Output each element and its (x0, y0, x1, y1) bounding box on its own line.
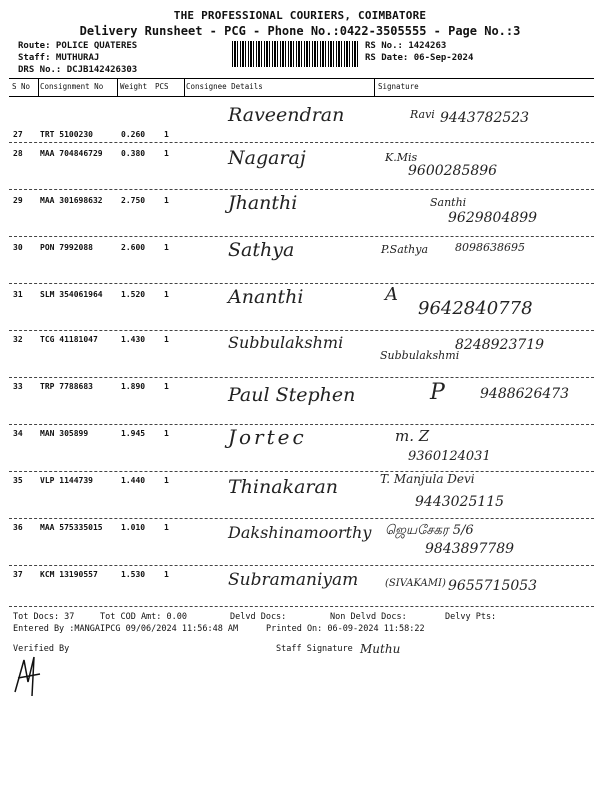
row-phone: 9443782523 (440, 110, 530, 126)
row-pcs: 1 (164, 523, 169, 532)
route-label: Route: POLICE QUATERES (18, 41, 138, 51)
row-consignee-name: Thinakaran (228, 476, 339, 498)
row-pcs: 1 (164, 196, 169, 205)
staff-signature-label: Staff Signature (276, 644, 353, 654)
row-signature: Ravi (410, 108, 435, 121)
col-separator (184, 78, 185, 97)
row-consignment: MAN 305899 (40, 429, 89, 438)
col-separator (38, 78, 39, 97)
row-pcs: 1 (164, 429, 169, 438)
row-signature: T. Manjula Devi (380, 472, 475, 486)
row-pcs: 1 (164, 476, 169, 485)
row-consignment: TRP 7788683 (40, 382, 93, 391)
printed-on: Printed On: 06-09-2024 11:58:22 (266, 624, 425, 634)
rs-date: RS Date: 06-Sep-2024 (365, 53, 474, 63)
row-phone: 9360124031 (408, 449, 491, 464)
col-header-weight: Weight (120, 82, 148, 91)
col-separator (117, 78, 118, 97)
row-weight: 1.520 (121, 290, 146, 299)
row-consignee-name: Subbulakshmi (228, 333, 344, 352)
col-header-pcs: PCS (155, 82, 169, 91)
row-phone: 9488626473 (480, 386, 570, 402)
row-weight: 1.010 (121, 523, 146, 532)
row-sno: 33 (13, 382, 23, 391)
staff-label: Staff: MUTHURAJ (18, 53, 100, 63)
row-signature: P.Sathya (381, 243, 429, 256)
row-sno: 32 (13, 335, 23, 344)
runsheet-subtitle: Delivery Runsheet - PCG - Phone No.:0422-3505555 - Page No.:3 (79, 24, 521, 38)
tot-cod-amt: Tot COD Amt: 0.00 (100, 612, 187, 622)
row-signature: (SIVAKAMI) (385, 578, 446, 589)
entered-by: Entered By :MANGAIPCG 09/06/2024 11:56:48 AM (13, 624, 239, 634)
row-signature: K.Mis (385, 151, 418, 164)
row-consignee-name: Dakshinamoorthy (228, 523, 372, 542)
row-consignee-name: Raveendran (228, 104, 345, 126)
row-phone: 9642840778 (418, 298, 533, 319)
row-sno: 36 (13, 523, 23, 532)
row-sno: 37 (13, 570, 23, 579)
table-row (0, 96, 600, 143)
table-row (0, 472, 600, 519)
row-consignee-name: Paul Stephen (228, 384, 356, 406)
row-pcs: 1 (164, 149, 169, 158)
staff-signature: Muthu (360, 642, 401, 656)
table-row (0, 519, 600, 566)
barcode (232, 41, 359, 67)
row-pcs: 1 (164, 570, 169, 579)
row-consignment: TRT 5100230 (40, 130, 93, 139)
table-row (0, 284, 600, 331)
row-consignee-name: Jortec (228, 425, 307, 449)
row-consignee-name: Ananthi (228, 286, 304, 308)
row-consignee-name: Jhanthi (228, 192, 298, 214)
verified-signature-scribble (10, 652, 50, 702)
table-row (0, 378, 600, 425)
row-consignee-name: Nagaraj (228, 147, 306, 169)
row-consignee-name: Subramaniyam (228, 570, 359, 590)
table-row (0, 331, 600, 378)
row-pcs: 1 (164, 290, 169, 299)
col-header-signature: Signature (378, 82, 419, 91)
row-weight: 0.260 (121, 130, 146, 139)
delvd-docs: Delvd Docs: (230, 612, 287, 622)
row-sno: 34 (13, 429, 23, 438)
row-consignment: MAA 575335015 (40, 523, 103, 532)
row-weight: 1.430 (121, 335, 146, 344)
table-row (0, 425, 600, 472)
row-consignment: MAA 704846729 (40, 149, 103, 158)
row-phone: 9843897789 (425, 541, 515, 557)
row-divider (9, 606, 594, 607)
row-signature: P (430, 380, 445, 405)
rs-number: RS No.: 1424263 (365, 41, 447, 51)
row-phone: 9629804899 (448, 210, 538, 226)
row-weight: 1.530 (121, 570, 146, 579)
row-signature: ஜெயசேகர 5/6 (385, 523, 474, 538)
verified-by-label: Verified By (13, 644, 70, 654)
company-title: THE PROFESSIONAL COURIERS, COIMBATORE (173, 9, 427, 22)
header-top-rule (9, 78, 594, 79)
row-sno: 28 (13, 149, 23, 158)
row-phone: 9655715053 (448, 578, 538, 594)
row-weight: 1.890 (121, 382, 146, 391)
non-delvd-docs: Non Delvd Docs: (330, 612, 407, 622)
row-consignment: SLM 354061964 (40, 290, 103, 299)
row-consignment: VLP 1144739 (40, 476, 93, 485)
row-consignment: TCG 41181047 (40, 335, 98, 344)
row-sno: 35 (13, 476, 23, 485)
row-sno: 31 (13, 290, 23, 299)
row-pcs: 1 (164, 382, 169, 391)
row-phone: 9443025115 (415, 494, 505, 510)
row-sno: 30 (13, 243, 23, 252)
table-row (0, 143, 600, 190)
tot-docs: Tot Docs: 37 (13, 612, 75, 622)
drs-number: DRS No.: DCJB142426303 (18, 65, 138, 75)
row-signature: m. Z (395, 427, 430, 445)
row-phone: 9600285896 (408, 163, 498, 179)
col-header-consignee: Consignee Details (186, 82, 263, 91)
row-weight: 2.750 (121, 196, 146, 205)
row-weight: 2.600 (121, 243, 146, 252)
col-header-sno: S No (12, 82, 31, 91)
table-row (0, 237, 600, 284)
delvy-pts: Delvy Pts: (445, 612, 497, 622)
row-phone: 8248923719 (455, 337, 545, 353)
col-separator (374, 78, 375, 97)
row-pcs: 1 (164, 243, 169, 252)
row-signature: A (385, 284, 398, 305)
col-header-consignment: Consignment No (40, 82, 104, 91)
row-weight: 1.945 (121, 429, 146, 438)
row-consignee-name: Sathya (228, 239, 295, 261)
row-consignment: PON 7992088 (40, 243, 93, 252)
row-phone: 8098638695 (455, 241, 525, 254)
row-pcs: 1 (164, 335, 169, 344)
row-weight: 0.380 (121, 149, 146, 158)
row-weight: 1.440 (121, 476, 146, 485)
row-signature: Santhi (430, 196, 467, 209)
row-consignment: MAA 301698632 (40, 196, 103, 205)
row-pcs: 1 (164, 130, 169, 139)
row-sno: 29 (13, 196, 23, 205)
row-sno: 27 (13, 130, 23, 139)
table-row (0, 190, 600, 237)
row-signature: Subbulakshmi (380, 349, 460, 362)
row-consignment: KCM 13190557 (40, 570, 98, 579)
